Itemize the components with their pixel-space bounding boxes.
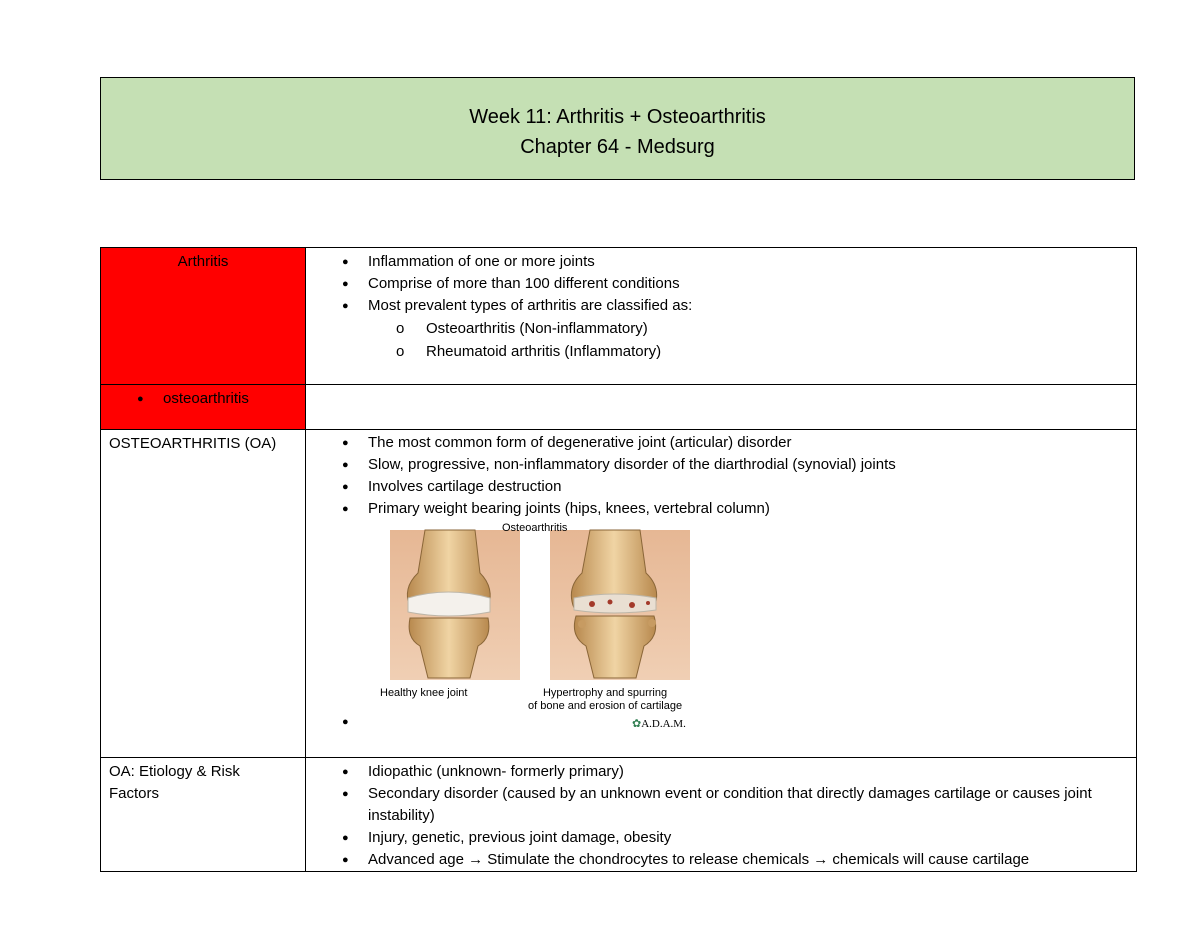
- osteoarthritis-knee-graphic: [550, 530, 690, 680]
- knee-illustration: [370, 522, 730, 738]
- row-content-cell: [306, 758, 1137, 872]
- adam-logo: [632, 717, 686, 730]
- logo-text: A.D.A.M.: [641, 718, 686, 730]
- table-row: [101, 758, 1137, 872]
- sub-bullet-list: [306, 317, 1136, 363]
- list-item: o Osteoarthritis (Non-inflammatory): [426, 317, 1136, 340]
- table-row: [101, 248, 1137, 385]
- list-item: ● Most prevalent types of arthritis are classified as:: [368, 295, 1136, 317]
- healthy-knee-graphic: [390, 530, 520, 680]
- knee-diagram-svg: [370, 528, 730, 693]
- list-item: ● Comprise of more than 100 different conditions: [368, 273, 1136, 295]
- list-item: ● Idiopathic (unknown- formerly primary): [368, 761, 1096, 783]
- row-label-arthritis: Arthritis: [177, 253, 229, 270]
- list-item: ● Injury, genetic, previous joint damage, obesity: [368, 827, 1096, 849]
- empty-bullet: ●: [342, 716, 349, 728]
- page-subtitle: Chapter 64 - Medsurg: [520, 136, 715, 158]
- row-label-etiology: OA: Etiology & Risk Factors: [109, 763, 240, 802]
- table-row: [101, 430, 1137, 758]
- leaf-icon: ✿: [632, 718, 642, 730]
- list-item: ● Primary weight bearing joints (hips, knees, vertebral column): [368, 498, 1136, 520]
- row-label-osteoarthritis: ● osteoarthritis: [163, 388, 305, 410]
- list-item: ● Advanced age → Stimulate the chondrocytes to release chemicals → chemicals will cause cartilage: [368, 849, 1096, 871]
- row-label-cell: [101, 248, 306, 385]
- bullet-list: [306, 251, 1136, 317]
- figure-caption-healthy: Healthy knee joint: [380, 687, 468, 699]
- bullet-list: [306, 432, 1136, 520]
- figure-title: Osteoarthritis: [502, 522, 568, 534]
- caption-line: of bone and erosion of cartilage: [528, 700, 683, 712]
- row-content-cell: [306, 248, 1137, 385]
- bullet-list: [101, 385, 305, 410]
- notes-table: [100, 247, 1137, 872]
- title-banner: [100, 77, 1135, 180]
- list-item: o Rheumatoid arthritis (Inflammatory): [426, 340, 1136, 363]
- caption-line: Hypertrophy and spurring: [542, 687, 668, 699]
- row-label-cell: [101, 385, 306, 430]
- table-row: [101, 385, 1137, 430]
- row-content-cell: [306, 430, 1137, 758]
- page-title: Week 11: Arthritis + Osteoarthritis: [469, 106, 766, 128]
- bullet-list: [306, 761, 1136, 871]
- row-label-cell: [101, 758, 306, 872]
- list-item: ● The most common form of degenerative joint (articular) disorder: [368, 432, 1136, 454]
- row-label-cell: [101, 430, 306, 758]
- list-item: ● Slow, progressive, non-inflammatory disorder of the diarthrodial (synovial) joints: [368, 454, 1136, 476]
- row-label-oa: OSTEOARTHRITIS (OA): [109, 435, 277, 452]
- list-item: ● Involves cartilage destruction: [368, 476, 1136, 498]
- figure-row: [306, 520, 1136, 740]
- list-item: ● Secondary disorder (caused by an unknown event or condition that directly damages cartilage or causes joint instability): [368, 783, 1096, 827]
- list-item: ● Inflammation of one or more joints: [368, 251, 1136, 273]
- figure-caption-oa: [528, 687, 682, 713]
- row-content-cell: [306, 385, 1137, 430]
